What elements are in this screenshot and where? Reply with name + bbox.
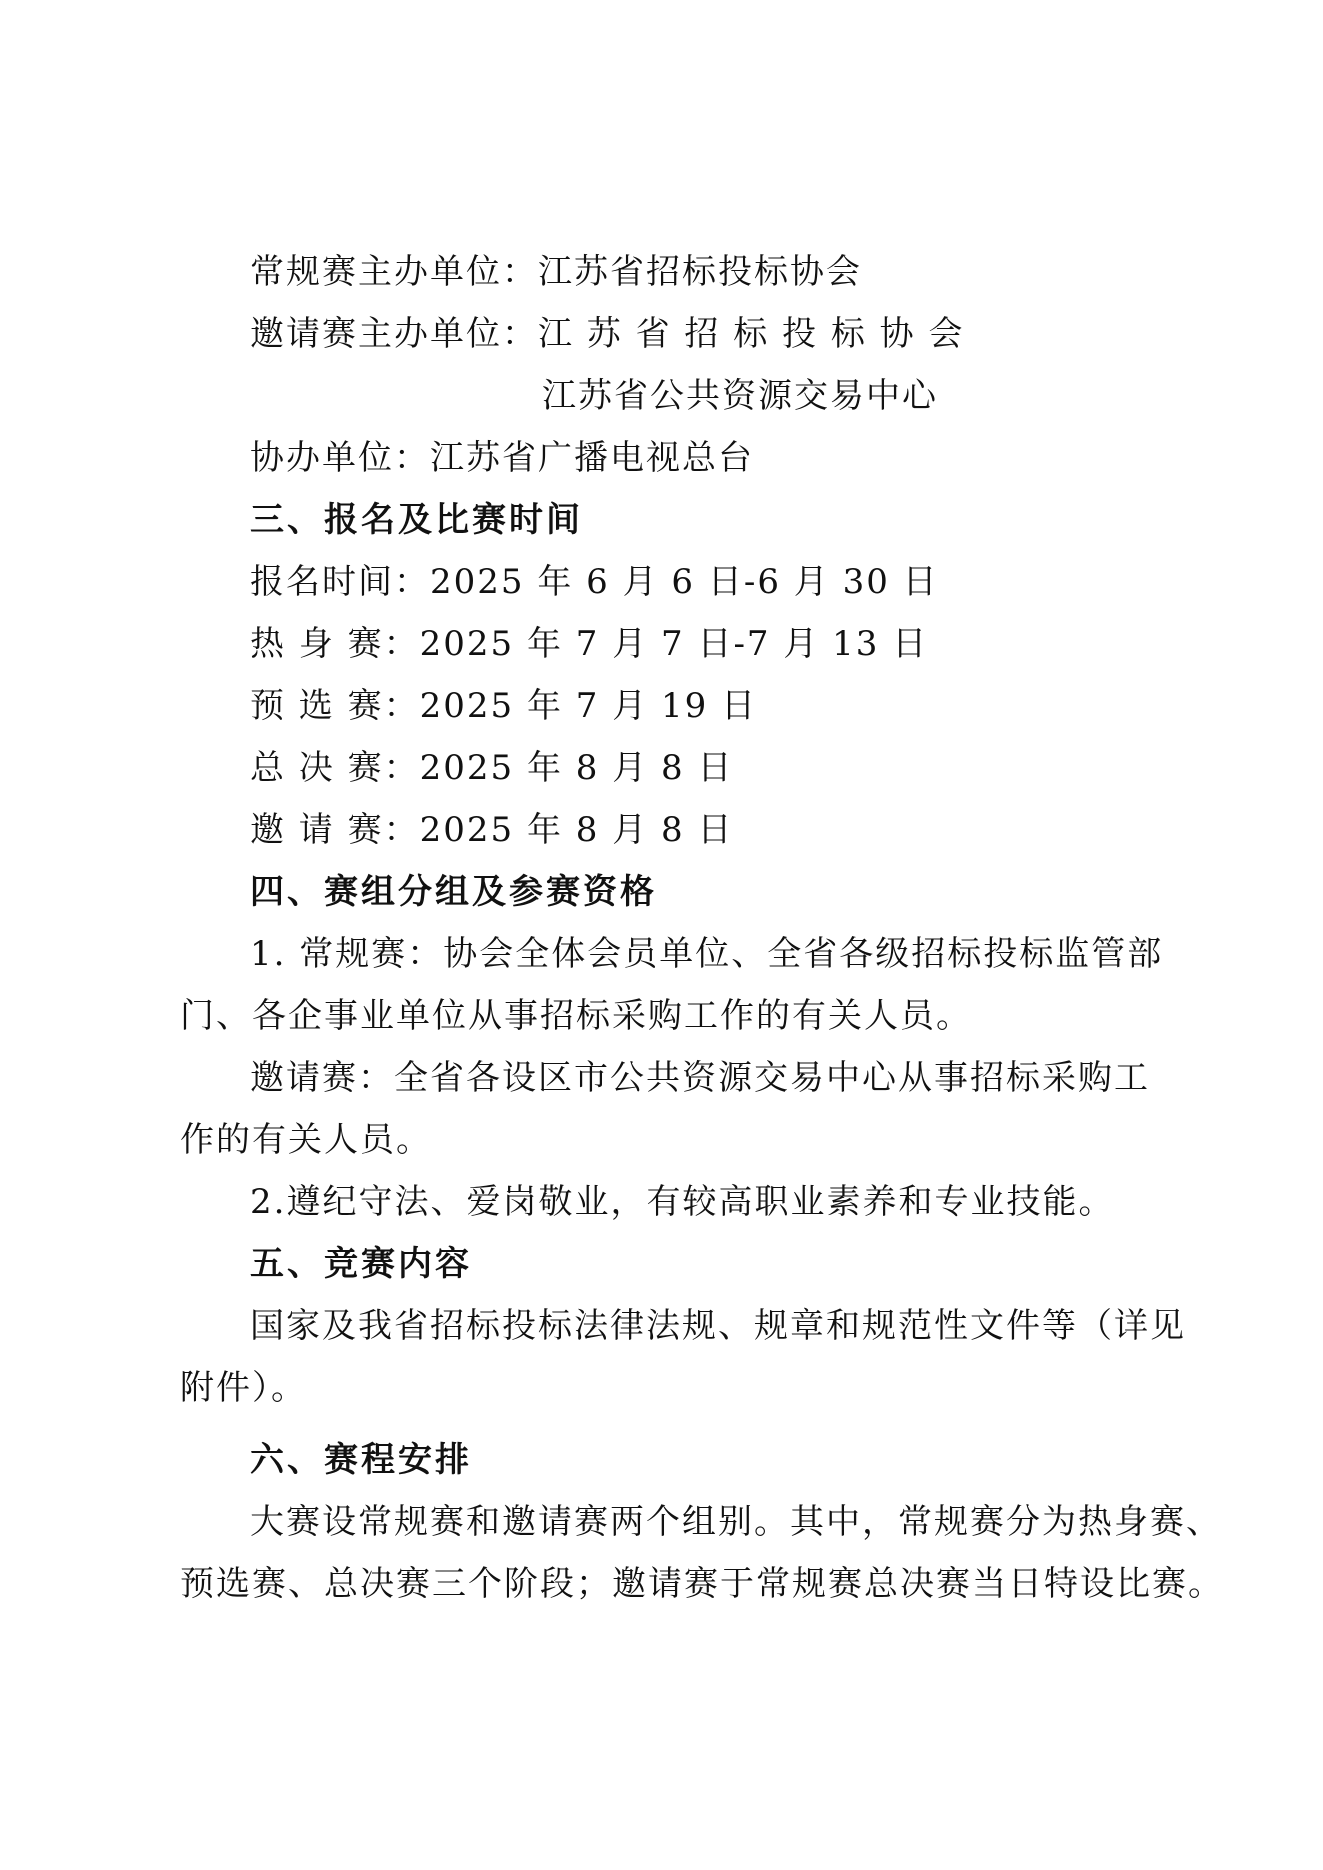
regular-host-line: 常规赛主办单位：江苏省招标投标协会 (250, 252, 862, 292)
section-5-paragraph-line-2: 附件）。 (180, 1368, 307, 1408)
registration-time: 报名时间：2025 年 6 月 6 日-6 月 30 日 (250, 562, 939, 602)
invitational-host-line-2: 江苏省公共资源交易中心 (542, 376, 938, 416)
warmup-time: 热 身 赛：2025 年 7 月 7 日-7 月 13 日 (250, 624, 929, 664)
section-5-heading: 五、竞赛内容 (250, 1244, 472, 1284)
invitational-time: 邀 请 赛：2025 年 8 月 8 日 (250, 810, 734, 850)
section-5-paragraph-line-1: 国家及我省招标投标法律法规、规章和规范性文件等（详见 (250, 1306, 1186, 1346)
co-organizer-line: 协办单位：江苏省广播电视总台 (250, 438, 754, 478)
invitational-host-line: 邀请赛主办单位：江 苏 省 招 标 投 标 协 会 (250, 314, 965, 354)
section-4-paragraph-2-line-1: 邀请赛：全省各设区市公共资源交易中心从事招标采购工 (250, 1058, 1150, 1098)
section-4-paragraph-3: 2.遵纪守法、爱岗敬业，有较高职业素养和专业技能。 (250, 1182, 1115, 1222)
section-4-heading: 四、赛组分组及参赛资格 (250, 872, 657, 912)
section-4-paragraph-1-line-1: 1. 常规赛：协会全体会员单位、全省各级招标投标监管部 (250, 934, 1164, 974)
section-6-heading: 六、赛程安排 (250, 1440, 472, 1480)
section-4-paragraph-1-line-2: 门、各企事业单位从事招标采购工作的有关人员。 (180, 996, 972, 1036)
section-6-paragraph-line-1: 大赛设常规赛和邀请赛两个组别。其中，常规赛分为热身赛、 (250, 1502, 1222, 1542)
section-6-paragraph-line-2: 预选赛、总决赛三个阶段；邀请赛于常规赛总决赛当日特设比赛。 (180, 1564, 1224, 1604)
section-4-paragraph-2-line-2: 作的有关人员。 (180, 1120, 432, 1160)
preliminary-time: 预 选 赛：2025 年 7 月 19 日 (250, 686, 758, 726)
final-time: 总 决 赛：2025 年 8 月 8 日 (250, 748, 734, 788)
section-3-heading: 三、报名及比赛时间 (250, 500, 583, 540)
